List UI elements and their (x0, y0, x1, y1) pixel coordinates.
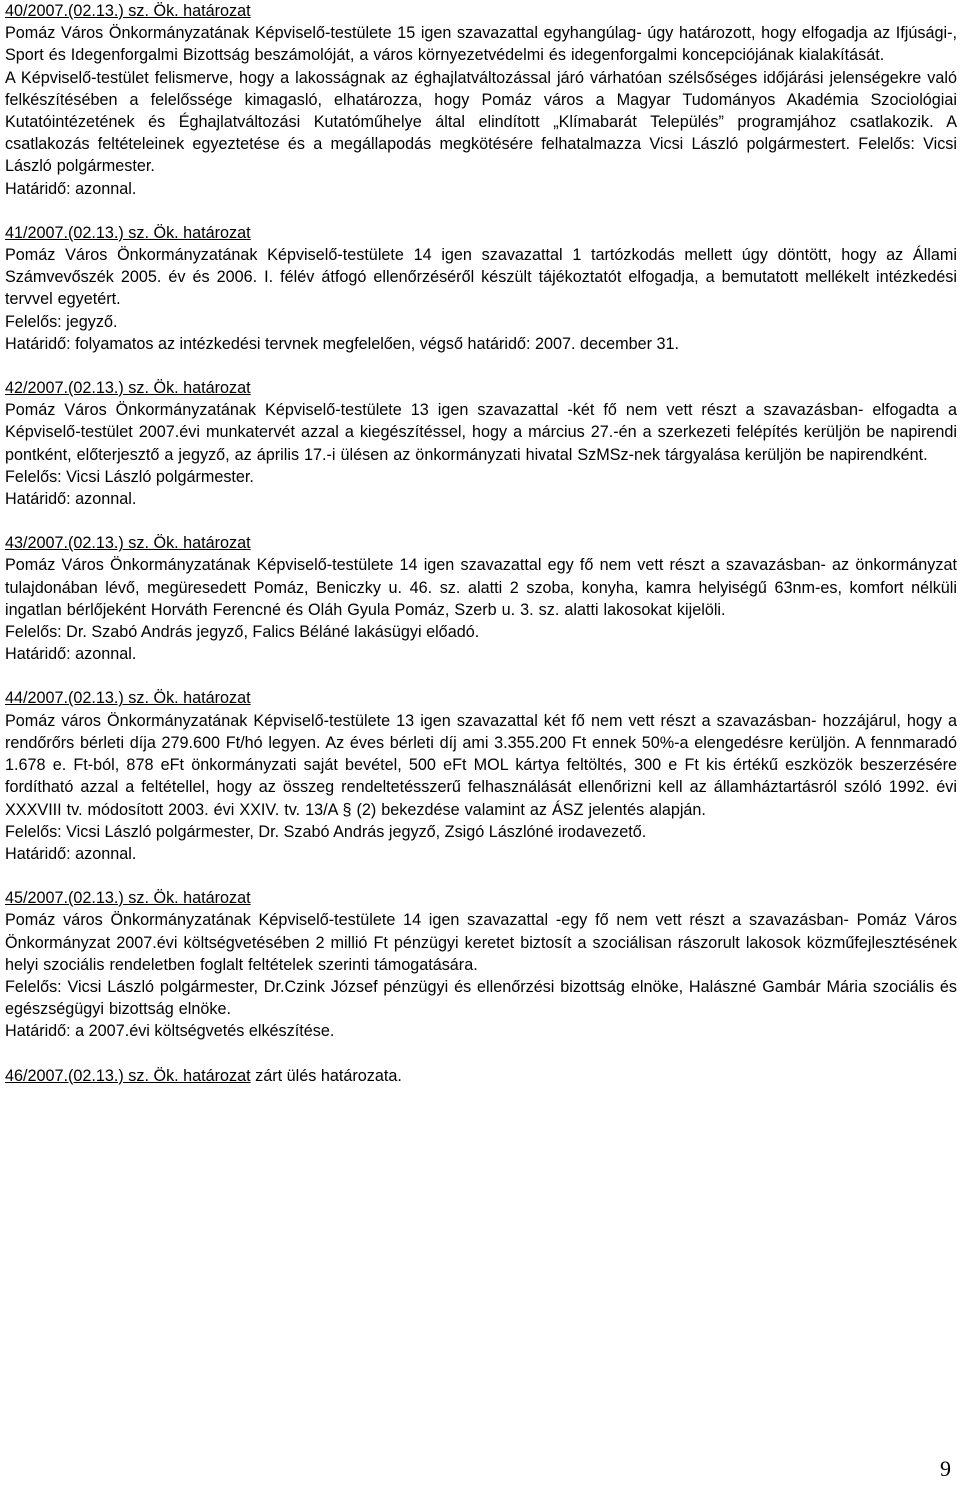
resolution-heading: 41/2007.(02.13.) sz. Ök. határozat (5, 223, 251, 242)
deadline-line: Határidő: a 2007.évi költségvetés elkészítése. (5, 1022, 335, 1041)
resolution-41 (5, 222, 957, 355)
section-gap (5, 1043, 957, 1065)
resolution-44 (5, 687, 957, 865)
resolution-paragraph: A Képviselő-testület felismerve, hogy a lakosságnak az éghajlatváltozással járó várhatóan szélsőséges időjárási jelenségekre való felkészítésében a felelőssége kimagasló, elhatározza, hogy Pomáz város a Magyar Tudományos Akadémia Szociológiai Kutatóintézetének és Éghajlatváltozási Kutatóműhelye által elindított „Klímabarát Település” programjához csatlakozik. A csatlakozás feltételeinek egyeztetése és a megállapodás megkötésére felhatalmazza Vicsi László polgármestert. Felelős: Vicsi László polgármester. (5, 68, 957, 176)
deadline-line: Határidő: azonnal. (5, 179, 137, 198)
deadline-line: Határidő: azonnal. (5, 645, 137, 664)
page-number: 9 (940, 1456, 951, 1481)
resolution-paragraph: Pomáz Város Önkormányzatának Képviselő-testülete 14 igen szavazattal egy fő nem vett részt a szavazásban- az önkormányzat tulajdonában lévő, megüresedett Pomáz, Beniczky u. 46. sz. alatti 2 szoba, konyha, kamra helyiségű 63nm-es, komfort nélküli ingatlan bérlőjeként Horváth Ferencné és Oláh Gyula Pomáz, Szerb u. 3. sz. alatti lakosokat kijelöli. (5, 556, 957, 619)
resolution-42 (5, 377, 957, 510)
section-gap (5, 355, 957, 377)
section-gap (5, 665, 957, 687)
resolution-heading: 40/2007.(02.13.) sz. Ök. határozat (5, 2, 251, 20)
resolution-43 (5, 532, 957, 665)
responsible-line: Felelős: Vicsi László polgármester, Dr. Szabó András jegyző, Zsigó Lászlóné irodavezető. (5, 822, 647, 841)
resolution-40 (5, 0, 957, 200)
responsible-paragraph: Felelős: Vicsi László polgármester, Dr.Czink József pénzügyi és ellenőrzési bizottság elnöke, Halászné Gambár Mária szociális és egészségügyi bizottság elnöke. (5, 977, 957, 1019)
deadline-line: Határidő: folyamatos az intézkedési tervnek megfelelően, végső határidő: 2007. december 31. (5, 334, 679, 353)
section-gap (5, 510, 957, 532)
responsible-line: Felelős: Dr. Szabó András jegyző, Falics Béláné lakásügyi előadó. (5, 623, 480, 642)
resolution-heading: 43/2007.(02.13.) sz. Ök. határozat (5, 534, 251, 553)
resolution-paragraph: Pomáz Város Önkormányzatának Képviselő-testülete 14 igen szavazattal 1 tartózkodás mellett úgy döntött, hogy az Állami Számvevőszék 2005. év és 2006. I. félév átfogó ellenőrzéséről készült tájékoztatót elfogadja, a bemutatott mellékelt intézkedési tervvel egyetért. (5, 246, 957, 309)
responsible-line: Felelős: jegyző. (5, 312, 118, 331)
closing-text: zárt ülés határozata. (250, 1066, 402, 1085)
resolution-paragraph: Pomáz Város Önkormányzatának Képviselő-testülete 13 igen szavazattal -két fő nem vett részt a szavazásban- elfogadta a Képviselő-testület 2007.évi munkatervét azzal a kiegészítéssel, hogy a március 27.-én a szerkezeti felépítés kerüljön be napirendi pontként, előterjesztő a jegyző, az április 17.-i ülésen az önkormányzati hivatal SzMSz-nek tárgyalása kerüljön be napirendként. (5, 401, 957, 464)
section-gap (5, 865, 957, 887)
resolution-heading: 42/2007.(02.13.) sz. Ök. határozat (5, 379, 251, 398)
responsible-line: Felelős: Vicsi László polgármester. (5, 467, 254, 486)
section-gap (5, 200, 957, 222)
resolution-paragraph: Pomáz város Önkormányzatának Képviselő-testülete 14 igen szavazattal -egy fő nem vett részt a szavazásban- Pomáz Város Önkormányzat 2007.évi költségvetésében 2 millió Ft pénzügyi keretet biztosít a szociálisan rászorult lakosok közműfejlesztésének helyi szociális rendeletben foglalt feltételek szerinti támogatására. (5, 911, 957, 974)
deadline-line: Határidő: azonnal. (5, 844, 137, 863)
deadline-line: Határidő: azonnal. (5, 490, 137, 509)
closing-line (5, 1065, 957, 1087)
resolution-45 (5, 887, 957, 1042)
document-page (5, 0, 957, 1087)
resolution-heading: 45/2007.(02.13.) sz. Ök. határozat (5, 889, 251, 908)
resolution-heading: 44/2007.(02.13.) sz. Ök. határozat (5, 689, 251, 708)
resolution-paragraph: Pomáz Város Önkormányzatának Képviselő-testülete 15 igen szavazattal egyhangúlag- úgy határozott, hogy elfogadja az Ifjúsági-, Sport és Idegenforgalmi Bizottság beszámolóját, a város környezetvédelmi és idegenforgalmi koncepciójának kialakítását. (5, 24, 957, 65)
resolution-paragraph: Pomáz város Önkormányzatának Képviselő-testülete 13 igen szavazattal két fő nem vett részt a szavazásban- hozzájárul, hogy a rendőrőrs bérleti díja 279.600 Ft/hó legyen. Az éves bérleti díj ami 3.355.200 Ft ennek 50%-a elengedésre kerüljön. A fennmaradó 1.678 e. Ft-ból, 878 eFt önkormányzati saját bevétel, 500 eFt MOL kártya feltöltés, 300 e Ft kis értékű eszközök beszerzésére fordítható azzal a feltétellel, hogy az összeg rendeltetésszerű felhasználását ellenőrizni kell az államháztartásról szóló 1992. évi XXXVIII tv. módosított 2003. évi XXIV. tv. 13/A § (2) bekezdése valamint az ÁSZ jelentés alapján. (5, 711, 957, 819)
closing-heading: 46/2007.(02.13.) sz. Ök. határozat (5, 1066, 251, 1085)
